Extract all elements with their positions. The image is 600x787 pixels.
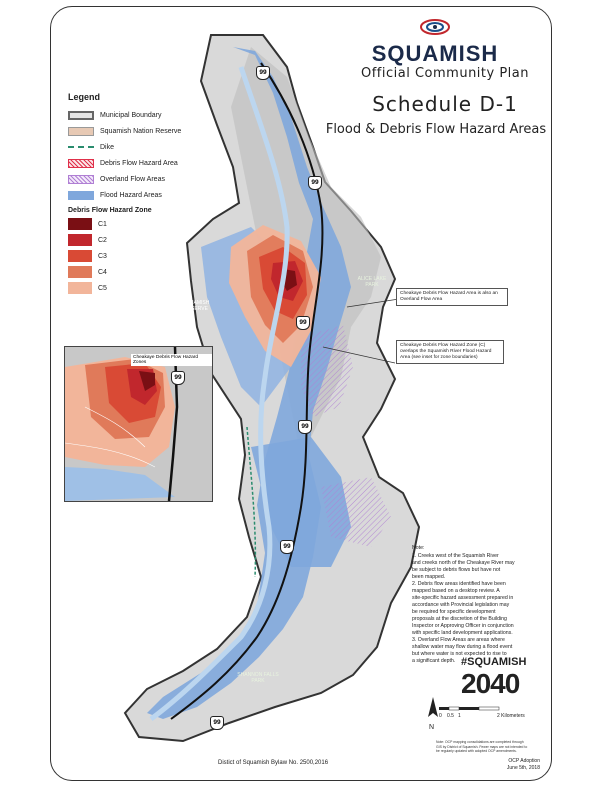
- notes-block: [412, 545, 524, 665]
- note-line: a significant depth.: [412, 658, 456, 664]
- scale-tick: 0.5: [447, 713, 454, 719]
- legend-item-reserve: [68, 124, 208, 138]
- inset-map[interactable]: [64, 346, 213, 502]
- svg-text:N: N: [429, 724, 435, 731]
- note-line: accordance with Provincial legislation may: [412, 602, 510, 608]
- map-label-shannon-falls: SHANNON FALLS PARK: [237, 672, 279, 684]
- legend-label: Flood Hazard Areas: [100, 191, 162, 199]
- legend-zone-label: C1: [98, 220, 107, 228]
- note-line: site-specific hazard assessment prepared in: [412, 595, 514, 601]
- highway-shield-icon: 99: [171, 371, 185, 385]
- notes-heading: Note:: [412, 545, 425, 551]
- note-line: shallow water may flow during a flood event: [412, 644, 513, 650]
- schedule-title: Schedule D-1: [372, 92, 518, 116]
- highway-shield-icon: 99: [280, 540, 294, 554]
- adoption-line-1: OCP Adoption: [508, 758, 540, 764]
- note-line: be subject to debris flows but have not: [412, 567, 501, 573]
- scale-bar: [437, 706, 537, 720]
- legend-label: Municipal Boundary: [100, 111, 162, 119]
- zone-c1-swatch-icon: [68, 218, 92, 230]
- zone-c2-swatch-icon: [68, 234, 92, 246]
- legend-zone-label: C5: [98, 284, 107, 292]
- zone-c5-swatch-icon: [68, 282, 92, 294]
- map-label-alice-lake: ALICE LAKE PARK: [357, 276, 387, 288]
- zone-c4-swatch-icon: [68, 266, 92, 278]
- inset-map-graphic: [65, 347, 212, 501]
- disclaimer: Note: OCP mapping consolidations are completed through GIS by District of Squamish. Fewer maps are not intended to be regularly updated with adopted OCP amendments.: [436, 740, 528, 753]
- note-line: but where water is not expected to rise to: [412, 651, 507, 657]
- note-line: mapped based on a desktop review. A: [412, 588, 500, 594]
- note-line: be required for specific development: [412, 609, 496, 615]
- legend-item-flood: [68, 188, 208, 202]
- logo-mark-icon: [415, 18, 455, 36]
- note-line: 2. Debris flow areas identified have been: [412, 581, 506, 587]
- debris-swatch-icon: [68, 159, 94, 168]
- note-line: 1. Creeks west of the Squamish River: [412, 553, 499, 559]
- note-line: with specific land development applications.: [412, 630, 513, 636]
- adoption-block: [480, 758, 540, 772]
- note-line: 3. Overland Flow Areas are areas where: [412, 637, 505, 643]
- logo-text: SQUAMISH: [371, 41, 499, 66]
- legend-zone-label: C3: [98, 252, 107, 260]
- adoption-line-2: June 5th, 2018: [506, 765, 540, 771]
- scale-tick: 2 Kilometers: [497, 713, 525, 719]
- map-label-reserve: SQUAMISH RESERVE: [182, 300, 210, 312]
- legend-item-debris: [68, 156, 208, 170]
- legend-item-overland: [68, 172, 208, 186]
- legend-title: Legend: [68, 92, 101, 102]
- reserve-swatch-icon: [68, 127, 94, 136]
- highway-shield-icon: 99: [298, 420, 312, 434]
- note-line: been mapped.: [412, 574, 446, 580]
- highway-shield-icon: 99: [256, 66, 270, 80]
- boundary-swatch-icon: [68, 111, 94, 120]
- scale-tick: 0: [439, 713, 442, 719]
- legend-zone-c4: [68, 265, 208, 279]
- highway-shield-icon: 99: [296, 316, 310, 330]
- zone-c3-swatch-icon: [68, 250, 92, 262]
- note-line: and creeks north of the Cheakaye River may: [412, 560, 515, 566]
- legend-item-dike: [68, 140, 208, 154]
- legend-zone-c5: [68, 281, 208, 295]
- highway-shield-icon: 99: [308, 176, 322, 190]
- legend-zone-title: Debris Flow Hazard Zone: [68, 207, 152, 214]
- legend-zone-c3: [68, 249, 208, 263]
- plan-title: Official Community Plan: [361, 66, 529, 81]
- legend-zone-c2: [68, 233, 208, 247]
- overland-swatch-icon: [68, 175, 94, 184]
- inset-title: Cheakaye Debris Flow Hazard Zones: [131, 354, 212, 366]
- legend: [68, 92, 208, 297]
- legend-zone-label: C2: [98, 236, 107, 244]
- legend-label: Overland Flow Areas: [100, 175, 165, 183]
- bylaw-text: Distict of Squamish Bylaw No. 2500,2016: [218, 760, 329, 766]
- legend-zone-label: C4: [98, 268, 107, 276]
- hashtag: #SQUAMISH: [461, 656, 527, 668]
- legend-item-boundary: [68, 108, 208, 122]
- scale-tick: 1: [458, 713, 461, 719]
- plan-year: 2040: [461, 668, 520, 699]
- legend-label: Dike: [100, 143, 115, 151]
- note-line: proposals at the discretion of the Building: [412, 616, 507, 622]
- callout-flood-overlap: Cheakaye Debris Flow Hazard Zone (C) overlaps the Squamish River Flood Hazard Area (see inset for zone boundaries): [396, 340, 504, 364]
- highway-shield-icon: 99: [210, 716, 224, 730]
- squamish-logo: [350, 18, 520, 67]
- callout-overland: Cheakaye Debris Flow Hazard Area is also an Overland Flow Area: [396, 288, 508, 306]
- legend-label: Debris Flow Hazard Area: [100, 159, 178, 167]
- legend-zone-c1: [68, 217, 208, 231]
- flood-swatch-icon: [68, 191, 94, 200]
- dike-swatch-icon: [68, 146, 94, 148]
- map-subtitle: Flood & Debris Flow Hazard Areas: [325, 122, 547, 137]
- note-line: Inspector or Approving Officer in conjunction: [412, 623, 514, 629]
- legend-label: Squamish Nation Reserve: [100, 127, 182, 135]
